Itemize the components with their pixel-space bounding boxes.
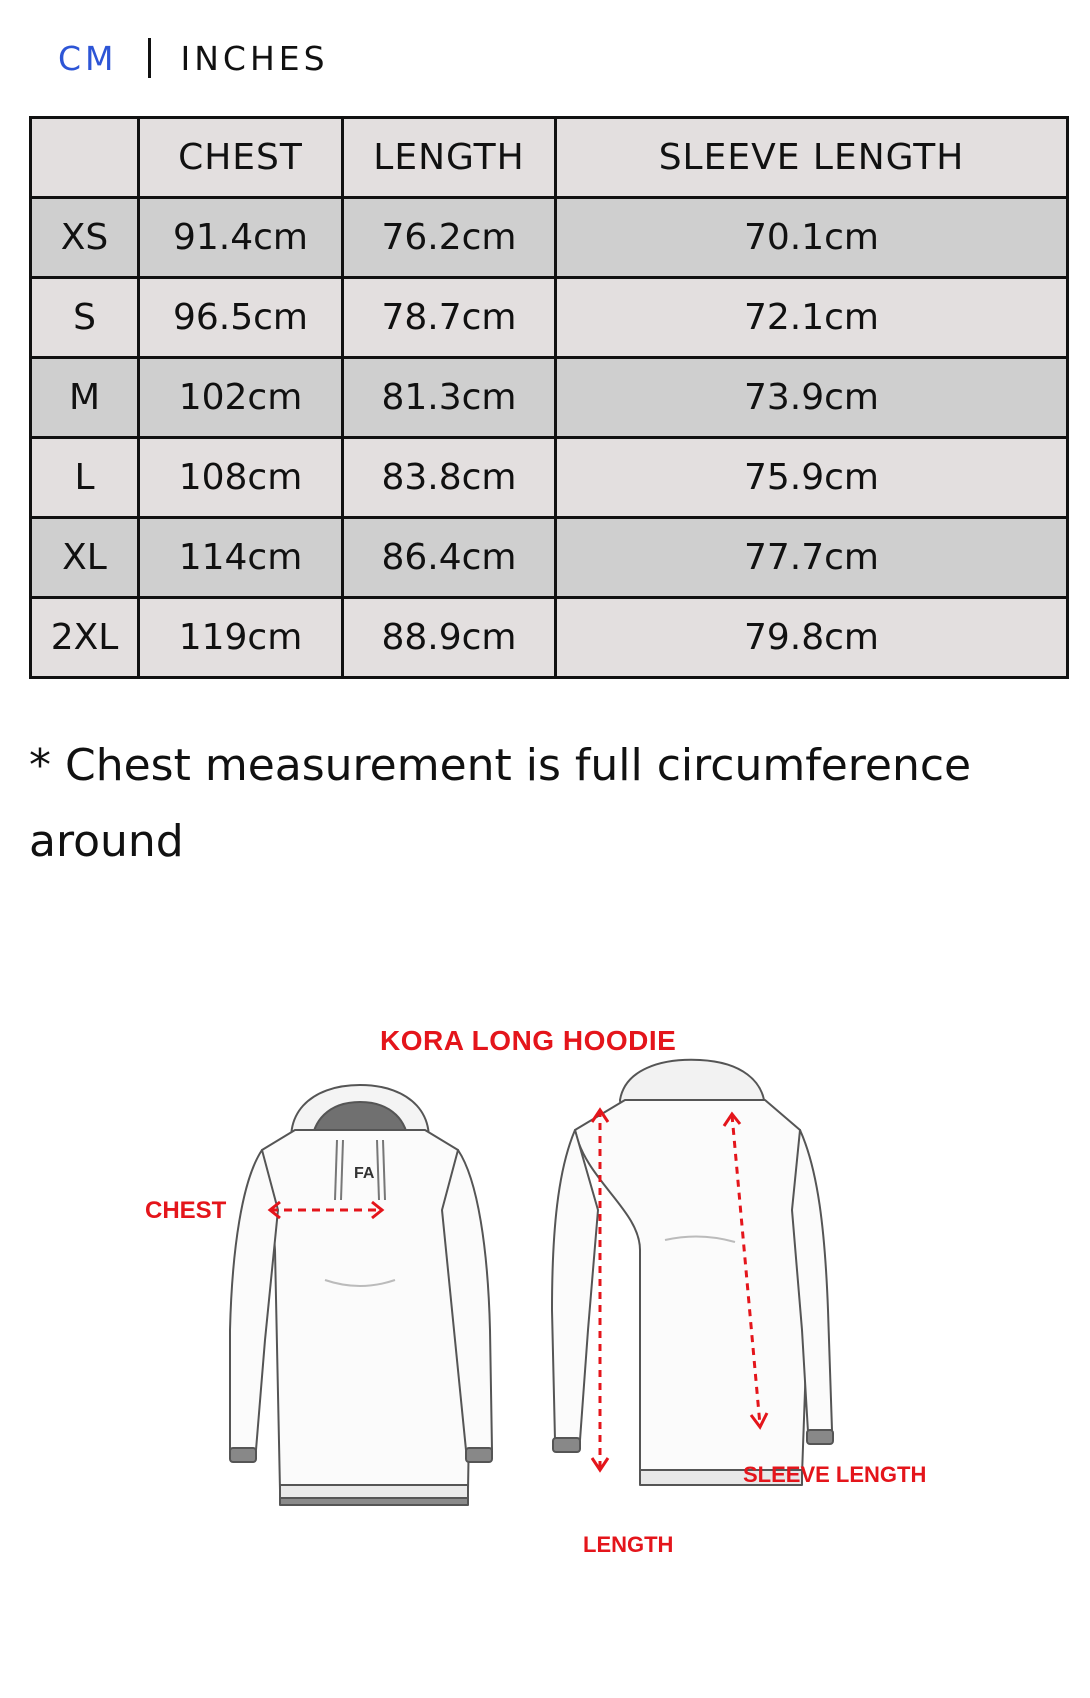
unit-divider <box>148 38 151 78</box>
sleeve-cell: 70.1cm <box>556 198 1068 278</box>
size-cell: XS <box>31 198 139 278</box>
table-row <box>31 278 1068 358</box>
size-cell: 2XL <box>31 598 139 678</box>
length-cell: 86.4cm <box>343 518 556 598</box>
header-corner <box>31 118 139 198</box>
table-header-row <box>31 118 1068 198</box>
length-cell: 76.2cm <box>343 198 556 278</box>
table-row <box>31 438 1068 518</box>
sleeve-cell: 73.9cm <box>556 358 1068 438</box>
chest-label: CHEST <box>145 1197 227 1224</box>
length-cell: 81.3cm <box>343 358 556 438</box>
chest-cell: 91.4cm <box>139 198 343 278</box>
unit-inches-button[interactable]: INCHES <box>180 38 329 78</box>
chest-cell: 102cm <box>139 358 343 438</box>
size-cell: M <box>31 358 139 438</box>
hoodie-measurement-diagram <box>120 1010 1040 1570</box>
table-row <box>31 198 1068 278</box>
hoodie-front-view <box>230 1085 492 1505</box>
length-cell: 88.9cm <box>343 598 556 678</box>
size-cell: S <box>31 278 139 358</box>
table-row <box>31 358 1068 438</box>
size-cell: L <box>31 438 139 518</box>
size-table <box>29 116 1069 679</box>
chest-measurement-note: * Chest measurement is full circumference around <box>29 740 972 867</box>
table-row <box>31 518 1068 598</box>
length-cell: 78.7cm <box>343 278 556 358</box>
sleeve-cell: 79.8cm <box>556 598 1068 678</box>
sleeve-length-label: SLEEVE LENGTH <box>743 1462 927 1487</box>
chest-cell: 108cm <box>139 438 343 518</box>
chest-cell: 96.5cm <box>139 278 343 358</box>
hoodie-back-view <box>552 1060 833 1485</box>
unit-cm-button[interactable]: CM <box>58 38 118 78</box>
size-cell: XL <box>31 518 139 598</box>
length-cell: 83.8cm <box>343 438 556 518</box>
chest-cell: 114cm <box>139 518 343 598</box>
sleeve-cell: 75.9cm <box>556 438 1068 518</box>
fa-logo: FA <box>354 1165 375 1182</box>
unit-toggle <box>58 38 329 78</box>
header-chest: CHEST <box>139 118 343 198</box>
diagram-title: KORA LONG HOODIE <box>380 1025 677 1056</box>
header-sleeve-length: SLEEVE LENGTH <box>556 118 1068 198</box>
table-row <box>31 598 1068 678</box>
length-label: LENGTH <box>583 1532 674 1557</box>
sleeve-cell: 72.1cm <box>556 278 1068 358</box>
header-length: LENGTH <box>343 118 556 198</box>
sleeve-cell: 77.7cm <box>556 518 1068 598</box>
chest-cell: 119cm <box>139 598 343 678</box>
